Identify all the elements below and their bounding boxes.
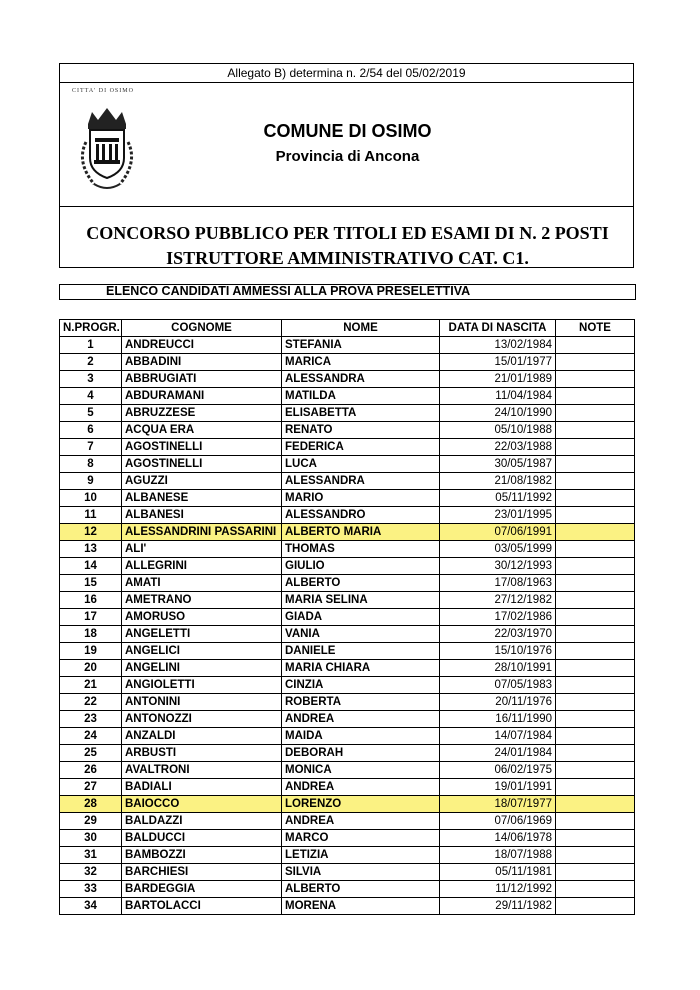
row-number: 12 xyxy=(60,524,122,541)
row-data-nascita: 14/07/1984 xyxy=(440,728,556,745)
row-data-nascita: 23/01/1995 xyxy=(440,507,556,524)
row-note xyxy=(556,847,635,864)
row-cognome: AMORUSO xyxy=(122,609,282,626)
row-number: 11 xyxy=(60,507,122,524)
row-data-nascita: 29/11/1982 xyxy=(440,898,556,915)
column-header-nprogr: N.PROGR. xyxy=(60,320,122,337)
row-note xyxy=(556,762,635,779)
table-row xyxy=(60,371,635,388)
table-row xyxy=(60,388,635,405)
table-row xyxy=(60,337,635,354)
row-data-nascita: 05/11/1981 xyxy=(440,864,556,881)
row-number: 29 xyxy=(60,813,122,830)
row-data-nascita: 22/03/1970 xyxy=(440,626,556,643)
table-row xyxy=(60,405,635,422)
row-nome: DEBORAH xyxy=(282,745,440,762)
row-note xyxy=(556,422,635,439)
row-data-nascita: 03/05/1999 xyxy=(440,541,556,558)
row-note xyxy=(556,558,635,575)
row-nome: MATILDA xyxy=(282,388,440,405)
row-note xyxy=(556,660,635,677)
row-cognome: ALLEGRINI xyxy=(122,558,282,575)
row-note xyxy=(556,575,635,592)
table-header-row xyxy=(60,320,635,337)
row-nome: DANIELE xyxy=(282,643,440,660)
row-note xyxy=(556,490,635,507)
row-data-nascita: 18/07/1977 xyxy=(440,796,556,813)
table-row xyxy=(60,422,635,439)
table-row xyxy=(60,473,635,490)
row-number: 9 xyxy=(60,473,122,490)
row-cognome: ANGIOLETTI xyxy=(122,677,282,694)
row-nome: ELISABETTA xyxy=(282,405,440,422)
row-note xyxy=(556,405,635,422)
row-cognome: AVALTRONI xyxy=(122,762,282,779)
row-cognome: ANDREUCCI xyxy=(122,337,282,354)
row-number: 20 xyxy=(60,660,122,677)
row-number: 21 xyxy=(60,677,122,694)
row-data-nascita: 07/06/1991 xyxy=(440,524,556,541)
row-data-nascita: 11/12/1992 xyxy=(440,881,556,898)
table-row xyxy=(60,456,635,473)
elenco-title: ELENCO CANDIDATI AMMESSI ALLA PROVA PRESELETTIVA xyxy=(106,284,471,298)
row-cognome: AGUZZI xyxy=(122,473,282,490)
row-nome: ALESSANDRA xyxy=(282,473,440,490)
row-nome: ANDREA xyxy=(282,813,440,830)
row-nome: MARICA xyxy=(282,354,440,371)
elenco-title-box xyxy=(59,284,636,300)
row-nome: MARCO xyxy=(282,830,440,847)
row-cognome: AMETRANO xyxy=(122,592,282,609)
row-note xyxy=(556,439,635,456)
row-nome: ALBERTO MARIA xyxy=(282,524,440,541)
table-row xyxy=(60,745,635,762)
row-number: 6 xyxy=(60,422,122,439)
row-note xyxy=(556,779,635,796)
row-data-nascita: 18/07/1988 xyxy=(440,847,556,864)
row-number: 28 xyxy=(60,796,122,813)
row-number: 22 xyxy=(60,694,122,711)
row-cognome: ANZALDI xyxy=(122,728,282,745)
row-data-nascita: 05/10/1988 xyxy=(440,422,556,439)
row-number: 14 xyxy=(60,558,122,575)
row-nome: ANDREA xyxy=(282,711,440,728)
row-nome: MARIO xyxy=(282,490,440,507)
row-cognome: ABRUZZESE xyxy=(122,405,282,422)
row-data-nascita: 24/10/1990 xyxy=(440,405,556,422)
row-number: 16 xyxy=(60,592,122,609)
concorso-line-2: ISTRUTTORE AMMINISTRATIVO CAT. C1. xyxy=(166,248,529,268)
row-note xyxy=(556,864,635,881)
row-nome: ROBERTA xyxy=(282,694,440,711)
row-nome: ANDREA xyxy=(282,779,440,796)
row-data-nascita: 30/05/1987 xyxy=(440,456,556,473)
row-cognome: BAMBOZZI xyxy=(122,847,282,864)
table-row xyxy=(60,439,635,456)
row-note xyxy=(556,524,635,541)
row-data-nascita: 11/04/1984 xyxy=(440,388,556,405)
row-note xyxy=(556,745,635,762)
row-note xyxy=(556,592,635,609)
row-note xyxy=(556,813,635,830)
table-row xyxy=(60,507,635,524)
row-nome: ALBERTO xyxy=(282,881,440,898)
row-nome: RENATO xyxy=(282,422,440,439)
row-number: 34 xyxy=(60,898,122,915)
row-cognome: ABBADINI xyxy=(122,354,282,371)
comune-title: COMUNE DI OSIMO xyxy=(263,121,432,141)
row-note xyxy=(556,354,635,371)
row-number: 19 xyxy=(60,643,122,660)
row-nome: MONICA xyxy=(282,762,440,779)
table-row xyxy=(60,609,635,626)
row-number: 4 xyxy=(60,388,122,405)
row-cognome: BARDEGGIA xyxy=(122,881,282,898)
row-number: 15 xyxy=(60,575,122,592)
row-data-nascita: 28/10/1991 xyxy=(440,660,556,677)
row-data-nascita: 22/03/1988 xyxy=(440,439,556,456)
row-data-nascita: 07/06/1969 xyxy=(440,813,556,830)
row-number: 25 xyxy=(60,745,122,762)
row-number: 33 xyxy=(60,881,122,898)
column-header-note: NOTE xyxy=(556,320,635,337)
table-row xyxy=(60,354,635,371)
table-row xyxy=(60,677,635,694)
row-nome: SILVIA xyxy=(282,864,440,881)
row-data-nascita: 14/06/1978 xyxy=(440,830,556,847)
row-data-nascita: 17/02/1986 xyxy=(440,609,556,626)
row-cognome: BALDUCCI xyxy=(122,830,282,847)
row-note xyxy=(556,711,635,728)
row-cognome: ANTONOZZI xyxy=(122,711,282,728)
row-cognome: ALBANESI xyxy=(122,507,282,524)
row-note xyxy=(556,388,635,405)
row-data-nascita: 30/12/1993 xyxy=(440,558,556,575)
row-data-nascita: 05/11/1992 xyxy=(440,490,556,507)
row-note xyxy=(556,881,635,898)
row-number: 26 xyxy=(60,762,122,779)
row-note xyxy=(556,796,635,813)
row-note xyxy=(556,371,635,388)
row-number: 3 xyxy=(60,371,122,388)
row-data-nascita: 19/01/1991 xyxy=(440,779,556,796)
table-row xyxy=(60,881,635,898)
row-data-nascita: 07/05/1983 xyxy=(440,677,556,694)
table-row xyxy=(60,762,635,779)
row-cognome: BARCHIESI xyxy=(122,864,282,881)
row-nome: MORENA xyxy=(282,898,440,915)
table-row xyxy=(60,728,635,745)
row-number: 32 xyxy=(60,864,122,881)
row-number: 24 xyxy=(60,728,122,745)
column-header-cognome: COGNOME xyxy=(122,320,282,337)
column-header-nome: NOME xyxy=(282,320,440,337)
row-number: 8 xyxy=(60,456,122,473)
row-nome: MAIDA xyxy=(282,728,440,745)
row-data-nascita: 27/12/1982 xyxy=(440,592,556,609)
row-nome: ALESSANDRA xyxy=(282,371,440,388)
allegato-reference: Allegato B) determina n. 2/54 del 05/02/2019 xyxy=(60,64,633,83)
row-cognome: ARBUSTI xyxy=(122,745,282,762)
table-row xyxy=(60,558,635,575)
row-note xyxy=(556,643,635,660)
row-data-nascita: 20/11/1976 xyxy=(440,694,556,711)
row-data-nascita: 13/02/1984 xyxy=(440,337,556,354)
document-header xyxy=(59,63,634,268)
table-row xyxy=(60,864,635,881)
row-cognome: BAIOCCO xyxy=(122,796,282,813)
row-nome: LUCA xyxy=(282,456,440,473)
row-number: 18 xyxy=(60,626,122,643)
row-cognome: ALI' xyxy=(122,541,282,558)
table-row xyxy=(60,626,635,643)
row-nome: ALESSANDRO xyxy=(282,507,440,524)
row-nome: STEFANIA xyxy=(282,337,440,354)
row-note xyxy=(556,609,635,626)
table-row xyxy=(60,813,635,830)
row-data-nascita: 15/01/1977 xyxy=(440,354,556,371)
row-nome: MARIA SELINA xyxy=(282,592,440,609)
row-cognome: ANGELINI xyxy=(122,660,282,677)
row-nome: GIULIO xyxy=(282,558,440,575)
row-number: 30 xyxy=(60,830,122,847)
row-nome: ALBERTO xyxy=(282,575,440,592)
row-number: 7 xyxy=(60,439,122,456)
row-nome: CINZIA xyxy=(282,677,440,694)
row-data-nascita: 16/11/1990 xyxy=(440,711,556,728)
row-cognome: BALDAZZI xyxy=(122,813,282,830)
row-cognome: ANGELICI xyxy=(122,643,282,660)
row-cognome: BARTOLACCI xyxy=(122,898,282,915)
row-nome: THOMAS xyxy=(282,541,440,558)
row-data-nascita: 15/10/1976 xyxy=(440,643,556,660)
row-number: 27 xyxy=(60,779,122,796)
table-row xyxy=(60,541,635,558)
row-note xyxy=(556,626,635,643)
table-row xyxy=(60,898,635,915)
row-number: 17 xyxy=(60,609,122,626)
row-cognome: ACQUA ERA xyxy=(122,422,282,439)
row-nome: GIADA xyxy=(282,609,440,626)
row-cognome: AGOSTINELLI xyxy=(122,456,282,473)
row-number: 13 xyxy=(60,541,122,558)
row-number: 1 xyxy=(60,337,122,354)
row-note xyxy=(556,677,635,694)
row-note xyxy=(556,898,635,915)
candidates-table xyxy=(59,319,635,915)
row-data-nascita: 17/08/1963 xyxy=(440,575,556,592)
provincia-subtitle: Provincia di Ancona xyxy=(275,148,420,165)
row-note xyxy=(556,694,635,711)
table-row xyxy=(60,830,635,847)
row-cognome: ABDURAMANI xyxy=(122,388,282,405)
table-row xyxy=(60,643,635,660)
table-row xyxy=(60,575,635,592)
table-row xyxy=(60,490,635,507)
row-data-nascita: 21/01/1989 xyxy=(440,371,556,388)
crest-caption: CITTA' DI OSIMO xyxy=(72,88,134,94)
row-note xyxy=(556,507,635,524)
table-row xyxy=(60,592,635,609)
column-header-data-nascita: DATA DI NASCITA xyxy=(440,320,556,337)
concorso-title xyxy=(60,221,635,271)
row-nome: FEDERICA xyxy=(282,439,440,456)
row-number: 2 xyxy=(60,354,122,371)
table-row xyxy=(60,694,635,711)
row-cognome: ALESSANDRINI PASSARINI xyxy=(122,524,282,541)
row-data-nascita: 21/08/1982 xyxy=(440,473,556,490)
table-row xyxy=(60,847,635,864)
table-row xyxy=(60,660,635,677)
row-cognome: ANGELETTI xyxy=(122,626,282,643)
row-data-nascita: 24/01/1984 xyxy=(440,745,556,762)
row-cognome: ALBANESE xyxy=(122,490,282,507)
table-row xyxy=(60,711,635,728)
concorso-line-1: CONCORSO PUBBLICO PER TITOLI ED ESAMI DI N. 2 POSTI xyxy=(86,223,609,243)
row-cognome: ANTONINI xyxy=(122,694,282,711)
row-note xyxy=(556,728,635,745)
row-nome: LETIZIA xyxy=(282,847,440,864)
row-nome: LORENZO xyxy=(282,796,440,813)
header-divider xyxy=(60,206,633,207)
row-cognome: AGOSTINELLI xyxy=(122,439,282,456)
table-row xyxy=(60,796,635,813)
row-data-nascita: 06/02/1975 xyxy=(440,762,556,779)
row-number: 23 xyxy=(60,711,122,728)
row-cognome: AMATI xyxy=(122,575,282,592)
row-note xyxy=(556,473,635,490)
row-note xyxy=(556,830,635,847)
row-nome: VANIA xyxy=(282,626,440,643)
row-note xyxy=(556,337,635,354)
row-note xyxy=(556,456,635,473)
table-row xyxy=(60,524,635,541)
row-cognome: ABBRUGIATI xyxy=(122,371,282,388)
row-note xyxy=(556,541,635,558)
row-cognome: BADIALI xyxy=(122,779,282,796)
table-row xyxy=(60,779,635,796)
row-number: 10 xyxy=(60,490,122,507)
row-number: 5 xyxy=(60,405,122,422)
row-number: 31 xyxy=(60,847,122,864)
row-nome: MARIA CHIARA xyxy=(282,660,440,677)
